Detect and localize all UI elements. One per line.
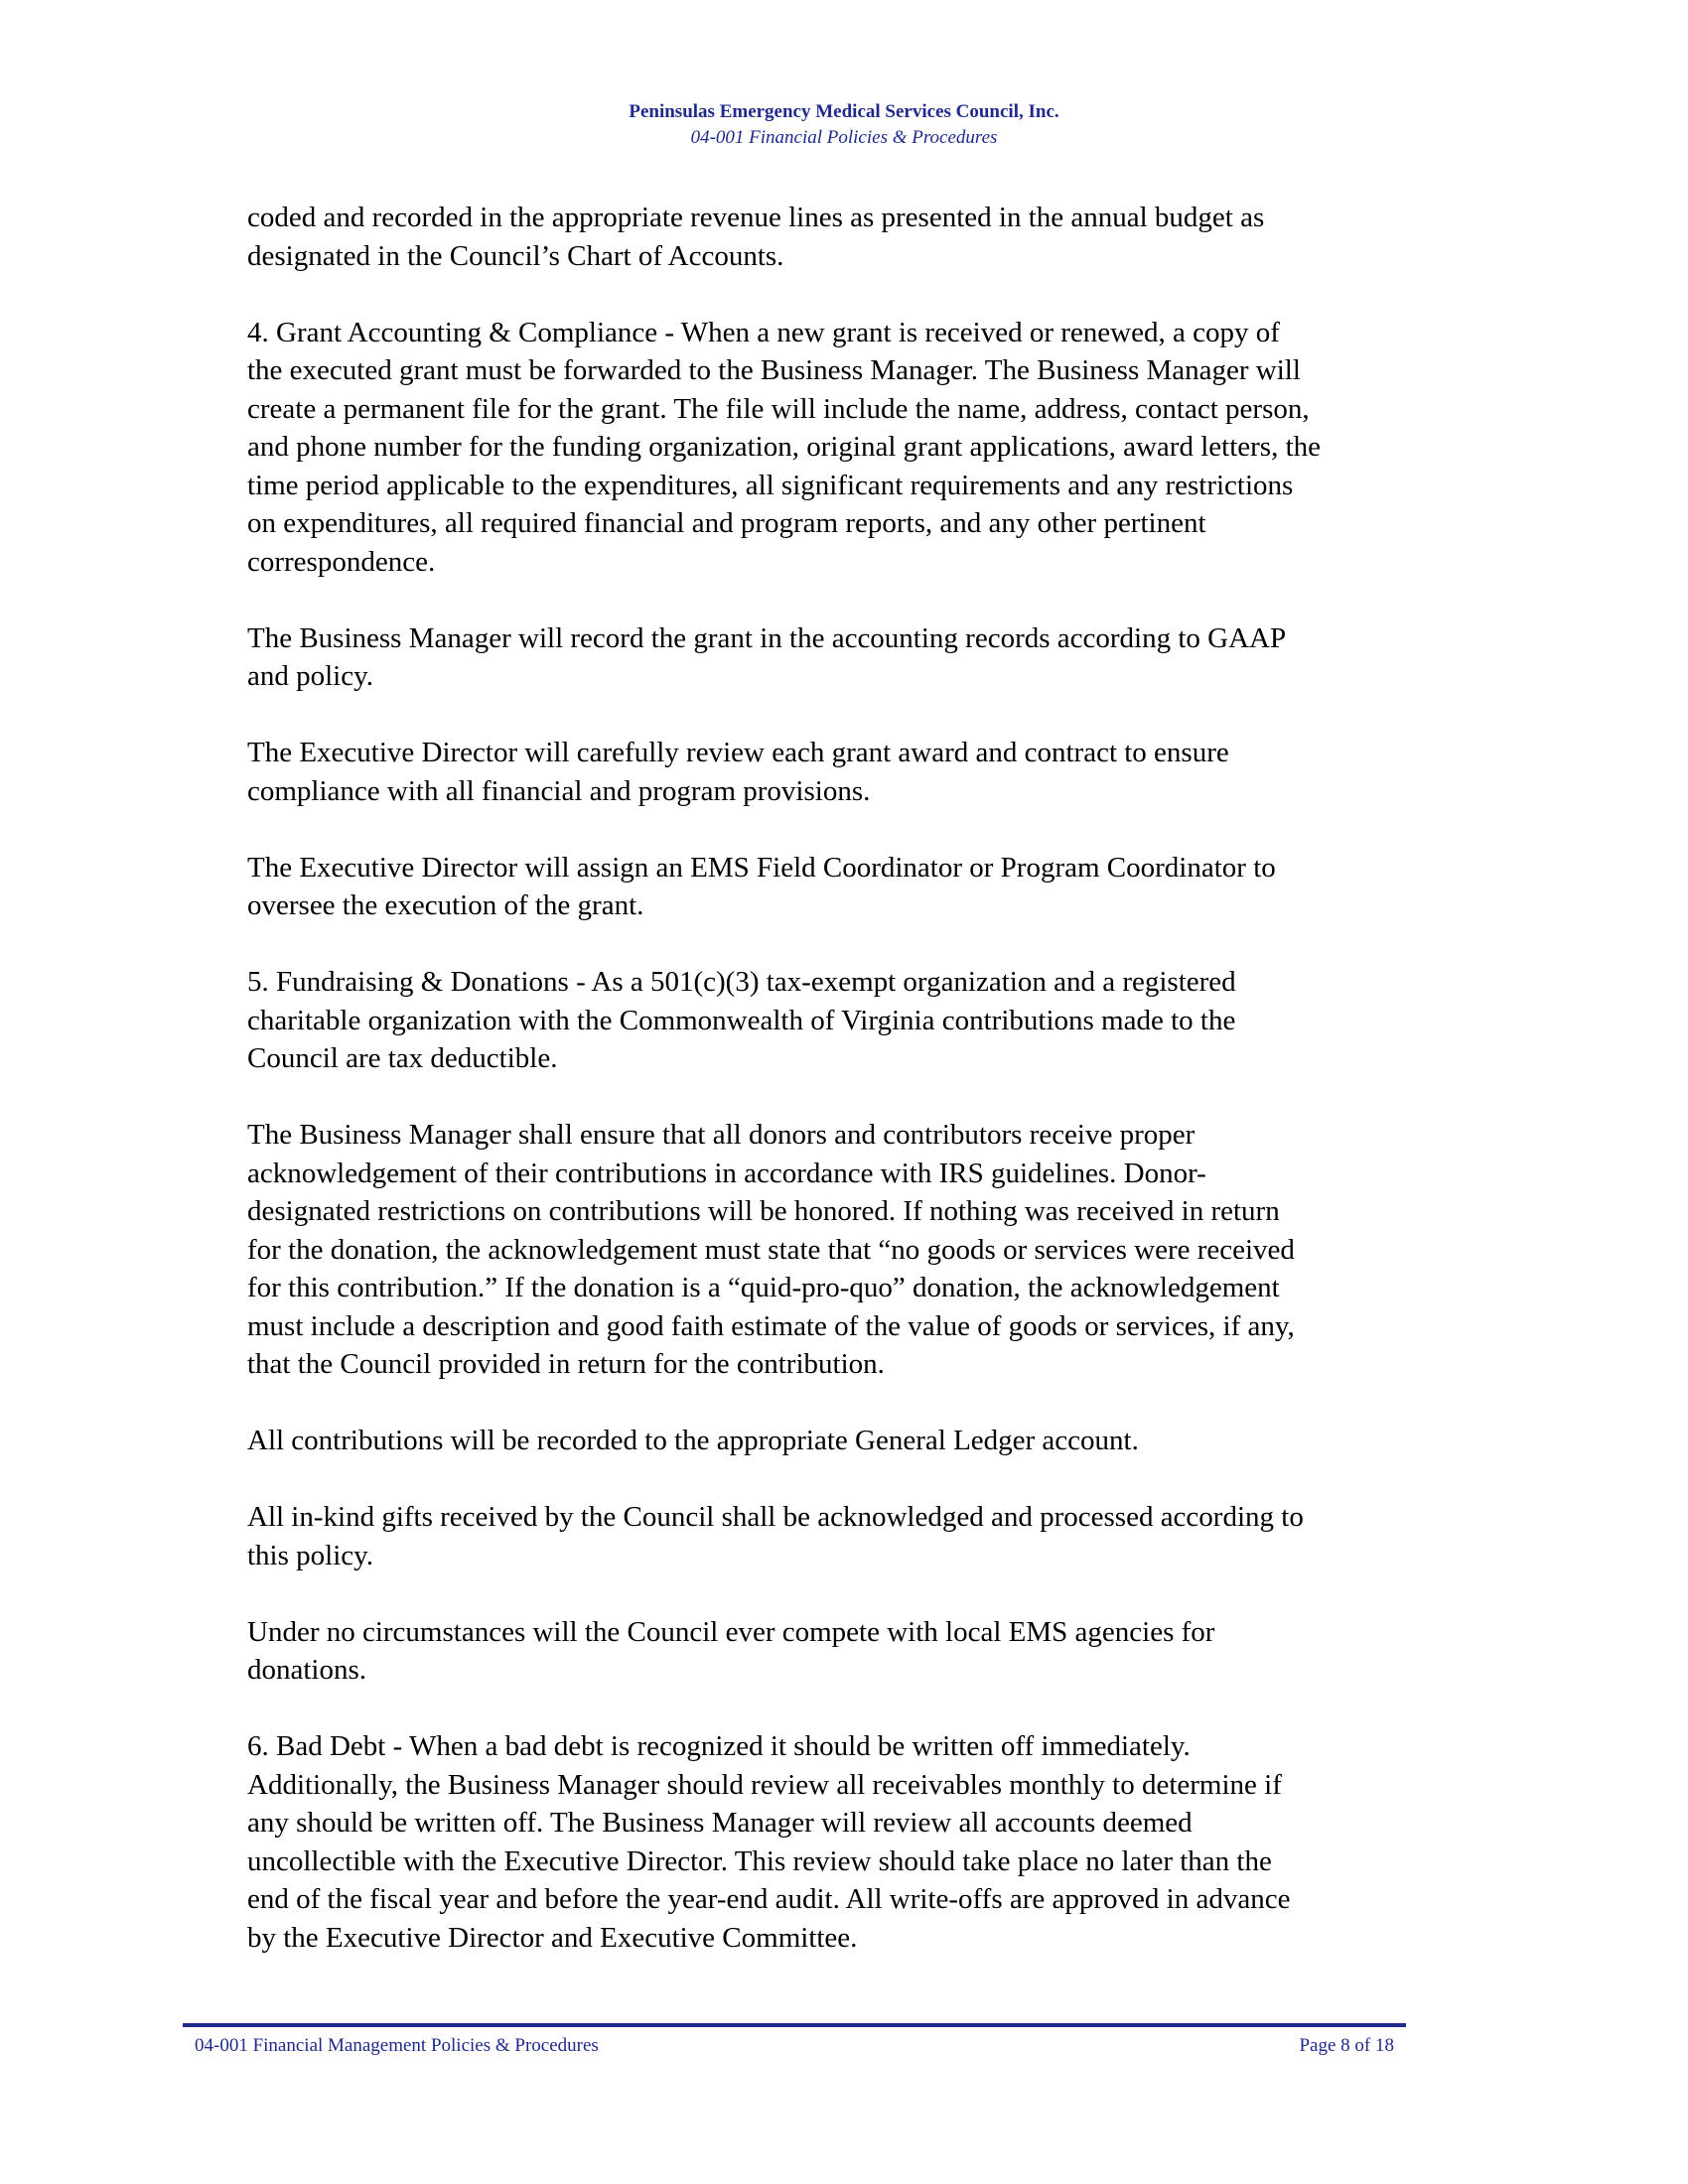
paragraph — [247, 314, 1469, 582]
paragraph-line: uncollectible with the Executive Director. This review should take place no later than the — [247, 1844, 1272, 1877]
paragraph — [247, 1422, 1469, 1460]
paragraph-line: must include a description and good faith estimate of the value of goods or services, if any, — [247, 1309, 1295, 1342]
paragraph — [247, 199, 1469, 275]
paragraph-line: and policy. — [247, 660, 373, 692]
paragraph-line: this policy. — [247, 1539, 374, 1571]
paragraph-line: end of the fiscal year and before the year-end audit. All write-offs are approved in advance — [247, 1883, 1291, 1915]
paragraph-line: compliance with all financial and program provisions. — [247, 774, 871, 807]
document-title: 04-001 Financial Policies & Procedures — [690, 127, 998, 148]
paragraph — [247, 963, 1469, 1078]
paragraph-line: Additionally, the Business Manager should review all receivables monthly to determine if — [247, 1768, 1282, 1801]
paragraph — [247, 1613, 1469, 1690]
paragraph-line: acknowledgement of their contributions in accordance with IRS guidelines. Donor- — [247, 1157, 1206, 1189]
paragraph-line: 4. Grant Accounting & Compliance - When a new grant is received or renewed, a copy of — [247, 316, 1280, 348]
paragraph-line: oversee the execution of the grant. — [247, 889, 644, 921]
paragraph-line: All in-kind gifts received by the Council shall be acknowledged and processed according to — [247, 1501, 1304, 1533]
paragraph — [247, 1498, 1469, 1574]
paragraph-line: The Business Manager shall ensure that all donors and contributors receive proper — [247, 1119, 1196, 1151]
paragraph-line: 6. Bad Debt - When a bad debt is recognized it should be written off immediately. — [247, 1730, 1191, 1762]
paragraph — [247, 619, 1469, 696]
organization-name: Peninsulas Emergency Medical Services Council, Inc. — [629, 101, 1059, 122]
footer-document-title: 04-001 Financial Management Policies & Procedures — [195, 2035, 599, 2056]
paragraph-line: coded and recorded in the appropriate revenue lines as presented in the annual budget as — [247, 202, 1265, 233]
paragraph-line: for this contribution.” If the donation is a “quid-pro-quo” donation, the acknowledgement — [247, 1272, 1280, 1303]
paragraph-line: for the donation, the acknowledgement must state that “no goods or services were received — [247, 1233, 1295, 1266]
paragraph-line: The Executive Director will carefully review each grant award and contract to ensure — [247, 737, 1229, 768]
paragraph-line: donations. — [247, 1654, 367, 1686]
paragraph-line: The Executive Director will assign an EMS Field Coordinator or Program Coordinator to — [247, 851, 1276, 884]
paragraph-line: by the Executive Director and Executive Committee. — [247, 1921, 858, 1954]
document-body — [247, 199, 1469, 1957]
paragraph-line: any should be written off. The Business Manager will review all accounts deemed — [247, 1807, 1193, 1839]
paragraph-line: and phone number for the funding organization, original grant applications, award letters, the — [247, 431, 1322, 463]
paragraph-line: correspondence. — [247, 545, 436, 578]
footer-divider — [183, 2023, 1406, 2027]
paragraph — [247, 849, 1469, 925]
paragraph-line: the executed grant must be forwarded to the Business Manager. The Business Manager will — [247, 354, 1301, 386]
paragraph-line: charitable organization with the Commonwealth of Virginia contributions made to the — [247, 1004, 1236, 1036]
paragraph-line: on expenditures, all required financial and program reports, and any other pertinent — [247, 507, 1206, 539]
paragraph-line: All contributions will be recorded to the appropriate General Ledger account. — [247, 1425, 1139, 1456]
paragraph-line: The Business Manager will record the grant in the accounting records according to GAAP — [247, 621, 1287, 654]
paragraph — [247, 1727, 1469, 1957]
paragraph-line: Council are tax deductible. — [247, 1042, 558, 1074]
paragraph-line: time period applicable to the expenditures, all significant requirements and any restrictions — [247, 469, 1294, 501]
page-header — [0, 99, 1688, 151]
paragraph-line: designated restrictions on contributions will be honored. If nothing was received in return — [247, 1195, 1280, 1227]
page-number: Page 8 of 18 — [1299, 2035, 1394, 2056]
paragraph-line: Under no circumstances will the Council ever compete with local EMS agencies for — [247, 1615, 1215, 1648]
paragraph-line: create a permanent file for the grant. The file will include the name, address, contact person, — [247, 392, 1310, 425]
paragraph-line: 5. Fundraising & Donations - As a 501(c)(3) tax-exempt organization and a registered — [247, 966, 1236, 998]
paragraph — [247, 734, 1469, 810]
paragraph-line: that the Council provided in return for the contribution. — [247, 1348, 885, 1380]
paragraph — [247, 1116, 1469, 1384]
paragraph-line: designated in the Council’s Chart of Accounts. — [247, 239, 784, 272]
